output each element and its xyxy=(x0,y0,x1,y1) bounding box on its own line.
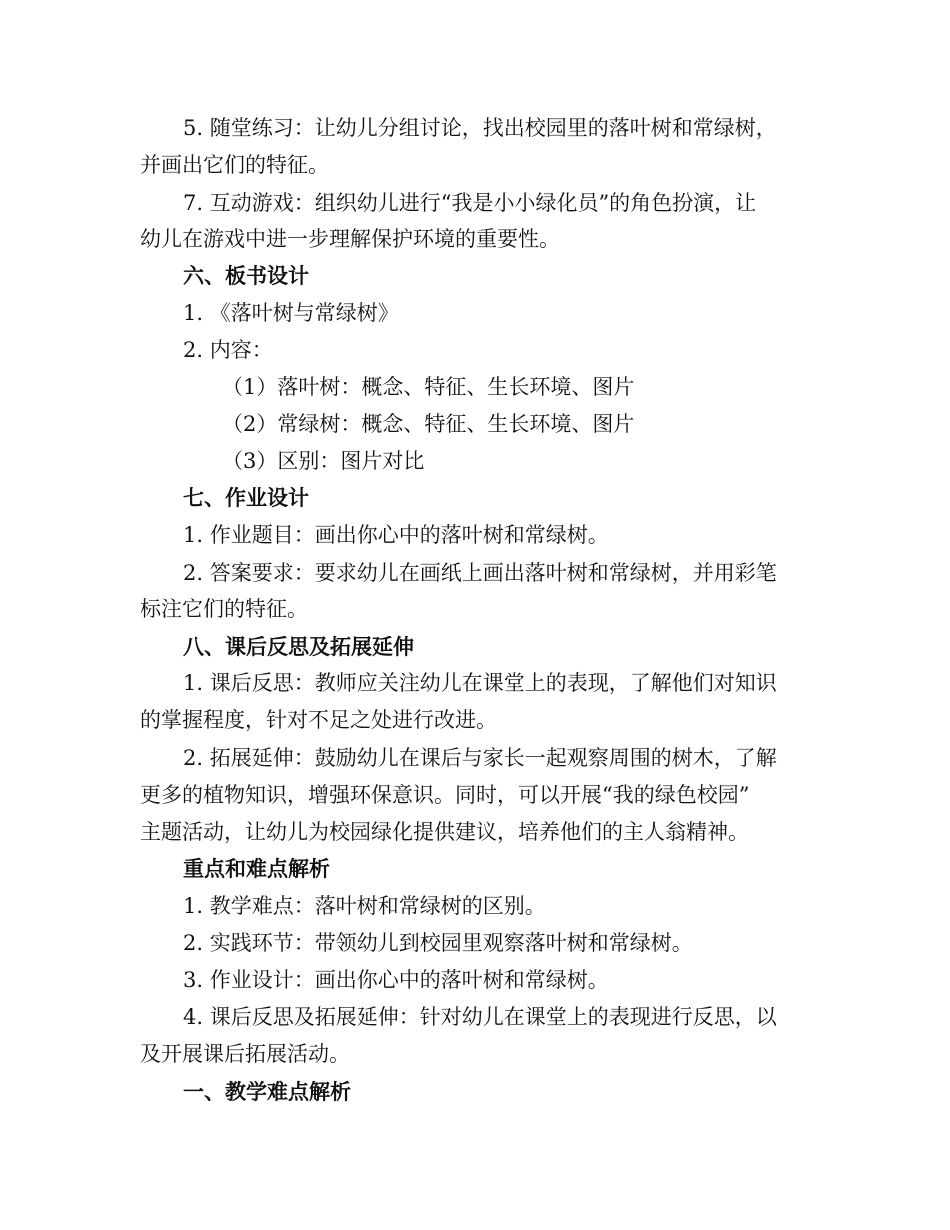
section-heading: 一、教学难点解析 xyxy=(183,1079,351,1104)
text-line: 7. 互动游戏：组织幼儿进行“我是小小绿化员”的角色扮演，让 xyxy=(183,191,757,215)
text-line: 1. 《落叶树与常绿树》 xyxy=(183,301,399,325)
text-line: 2. 内容： xyxy=(183,338,273,362)
text-line: 1. 课后反思：教师应关注幼儿在课堂上的表现，了解他们对知识 xyxy=(183,671,777,695)
text-line: 主题活动，让幼儿为校园绿化提供建议，培养他们的主人翁精神。 xyxy=(140,820,749,844)
section-heading: 六、板书设计 xyxy=(183,263,309,288)
text-line: 1. 作业题目：画出你心中的落叶树和常绿树。 xyxy=(183,523,609,547)
text-line: 的掌握程度，针对不足之处进行改进。 xyxy=(140,708,497,732)
text-line: 1. 教学难点：落叶树和常绿树的区别。 xyxy=(183,894,546,918)
text-line: 及开展课后拓展活动。 xyxy=(140,1042,350,1066)
text-line: 2. 答案要求：要求幼儿在画纸上画出落叶树和常绿树，并用彩笔 xyxy=(183,561,777,585)
text-line: （1）落叶树：概念、特征、生长环境、图片 xyxy=(222,375,635,399)
text-line: （2）常绿树：概念、特征、生长环境、图片 xyxy=(222,412,635,436)
text-line: 标注它们的特征。 xyxy=(140,597,308,621)
text-line: 5. 随堂练习：让幼儿分组讨论，找出校园里的落叶树和常绿树， xyxy=(183,116,777,140)
text-line: 更多的植物知识，增强环保意识。同时，可以开展“我的绿色校园” xyxy=(140,783,750,807)
section-heading: 重点和难点解析 xyxy=(183,856,330,881)
text-line: 4. 课后反思及拓展延伸：针对幼儿在课堂上的表现进行反思，以 xyxy=(183,1005,777,1029)
text-line: 2. 拓展延伸：鼓励幼儿在课后与家长一起观察周围的树木，了解 xyxy=(183,746,777,770)
text-line: 并画出它们的特征。 xyxy=(140,153,329,177)
text-line: （3）区别：图片对比 xyxy=(222,449,425,473)
section-heading: 八、课后反思及拓展延伸 xyxy=(183,634,414,659)
section-heading: 七、作业设计 xyxy=(183,485,309,510)
text-line: 幼儿在游戏中进一步理解保护环境的重要性。 xyxy=(140,227,560,251)
text-line: 3. 作业设计：画出你心中的落叶树和常绿树。 xyxy=(183,968,609,992)
text-line: 2. 实践环节：带领幼儿到校园里观察落叶树和常绿树。 xyxy=(183,931,693,955)
